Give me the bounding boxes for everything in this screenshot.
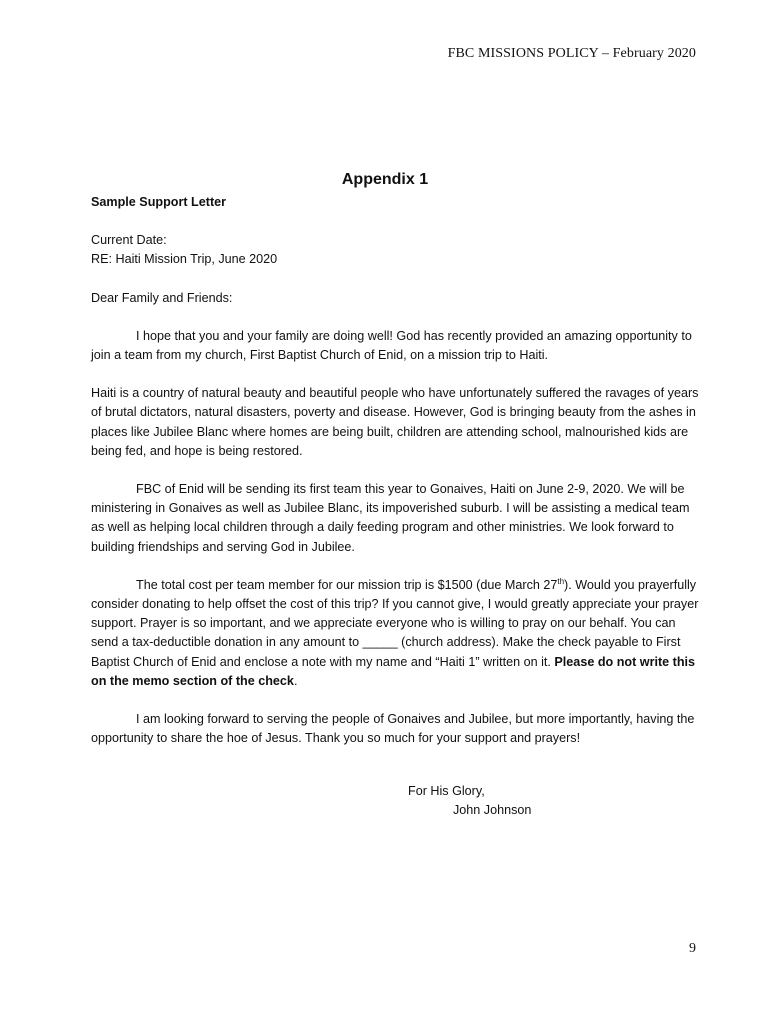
cost-text-b: ). Would you prayerfully consider donating to help offset the cost of this trip? If you cannot give, I would greatly appreciate your prayer support. Prayer is so important, and we appreciate everyone who is willing to pray on our behalf. You can send a tax-deductible donation in any amount to _____ (church address). Make the check payable to First Baptist Church of Enid and enclose a note with my name and “Haiti 1” written on it. xyxy=(91,577,699,669)
closing-block xyxy=(408,782,531,820)
date-line: Current Date: xyxy=(91,233,167,248)
paragraph-cost xyxy=(91,576,701,691)
paragraph-haiti: Haiti is a country of natural beauty and beautiful people who have unfortunately suffered the ravages of years of brutal dictators, natural disasters, poverty and disease. However, God is bringing beauty from the ashes in places like Jubilee Blanc where homes are being built, children are attending school, malnourished kids are being fed, and hope is being restored. xyxy=(91,386,699,458)
letter-body xyxy=(91,193,701,748)
ordinal-suffix: th xyxy=(557,576,565,586)
cost-text-a: The total cost per team member for our mission trip is $1500 (due March 27 xyxy=(136,577,558,592)
appendix-title: Appendix 1 xyxy=(341,171,429,188)
re-line: RE: Haiti Mission Trip, June 2020 xyxy=(91,252,278,267)
salutation: Dear Family and Friends: xyxy=(91,290,233,305)
valediction: For His Glory, xyxy=(408,784,485,798)
running-header: FBC MISSIONS POLICY – February 2020 xyxy=(447,46,696,61)
paragraph-intro: I hope that you and your family are doing well! God has recently provided an amazing opportunity to join a team from my church, First Baptist Church of Enid, on a mission trip to Haiti. xyxy=(91,328,692,363)
paragraph-trip: FBC of Enid will be sending its first team this year to Gonaives, Haiti on June 2-9, 2020. We will be ministering in Gonaives as well as Jubilee Blanc, its impoverished suburb. I will be assisting a medical team as well as helping local children through a daily feeding program and other ministries. We look forward to building friendships and serving God in Jubilee. xyxy=(91,482,690,554)
letter-subtitle: Sample Support Letter xyxy=(91,195,227,209)
signature-name: John Johnson xyxy=(453,803,532,818)
page-number: 9 xyxy=(689,941,696,956)
paragraph-closing: I am looking forward to serving the people of Gonaives and Jubilee, but more importantly, having the opportunity to share the hoe of Jesus. Thank you so much for your support and prayers! xyxy=(91,712,695,746)
cost-text-end: . xyxy=(293,673,298,688)
memo-warning: Please do not write this on the memo section of the check xyxy=(91,654,696,688)
